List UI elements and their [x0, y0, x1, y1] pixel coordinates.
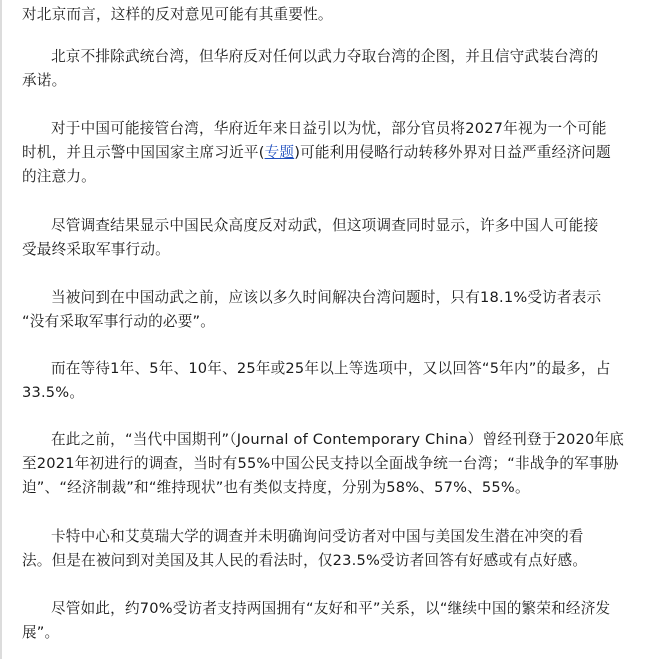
- paragraph-7: [22, 428, 624, 500]
- paragraph-3: [22, 117, 611, 189]
- paragraph-9: [22, 597, 610, 645]
- paragraph-6: [22, 357, 611, 405]
- paragraph-5: [22, 286, 601, 334]
- paragraph-4: [22, 214, 598, 262]
- paragraph-3-line-2a: 时机，并且示警中国国家主席习近平(: [22, 144, 265, 161]
- paragraph-2-line-2: 承诺。: [22, 72, 67, 89]
- paragraph-3-line-2b: )可能利用侵略行动转移外界对日益严重经济问题: [294, 144, 611, 161]
- paragraph-2-line-1: 北京不排除武统台湾，但华府反对任何以武力夺取台湾的企图，并且信守武装台湾的: [51, 48, 599, 65]
- paragraph-8-line-2: 法。但是在被问到对美国及其人民的看法时，仅23.5%受访者回答有好感或有点好感。: [22, 552, 588, 569]
- paragraph-7-line-3: 迫”、“经济制裁”和“维持现状”也有类似支持度，分别为58%、57%、55%。: [22, 479, 530, 496]
- paragraph-4-line-1: 尽管调查结果显示中国民众高度反对动武，但这项调查同时显示，许多中国人可能接: [51, 217, 599, 234]
- paragraph-9-line-2: 展”。: [22, 624, 60, 641]
- paragraph-5-line-2: “没有采取军事行动的必要”。: [22, 313, 216, 330]
- paragraph-2: [22, 45, 598, 93]
- paragraph-4-line-2: 受最终采取军事行动。: [22, 241, 170, 258]
- paragraph-3-line-1: 对于中国可能接管台湾，华府近年来日益引以为忧，部分官员将2027年视为一个可能: [51, 120, 607, 137]
- paragraph-5-line-1: 当被问到在中国动武之前，应该以多久时间解决台湾问题时，只有18.1%受访者表示: [51, 289, 602, 306]
- paragraph-6-line-1: 而在等待1年、5年、10年、25年或25年以上等选项中，又以回答“5年内”的最多，占: [51, 360, 611, 377]
- paragraph-6-line-2: 33.5%。: [22, 384, 85, 401]
- paragraph-7-line-1: 在此之前，“当代中国期刊”（Journal of Contemporary China）曾经刊登于2020年底: [51, 431, 625, 448]
- topic-link-xi-jinping[interactable]: 专题: [264, 144, 295, 161]
- paragraph-8-line-1: 卡特中心和艾莫瑞大学的调查并未明确询问受访者对中国与美国发生潜在冲突的看: [51, 528, 584, 545]
- page-left-border: [0, 0, 2, 659]
- paragraph-9-line-1: 尽管如此，约70%受访者支持两国拥有“友好和平”关系，以“继续中国的繁荣和经济发: [51, 600, 611, 617]
- paragraph-1: [22, 3, 333, 27]
- paragraph-7-line-2: 至2021年初进行的调查，当时有55%中国公民支持以全面战争统一台湾；“非战争的军事胁: [22, 455, 619, 472]
- paragraph-1-line-1: 对北京而言，这样的反对意见可能有其重要性。: [22, 6, 333, 23]
- paragraph-3-line-3: 的注意力。: [22, 168, 96, 185]
- paragraph-8: [22, 525, 587, 573]
